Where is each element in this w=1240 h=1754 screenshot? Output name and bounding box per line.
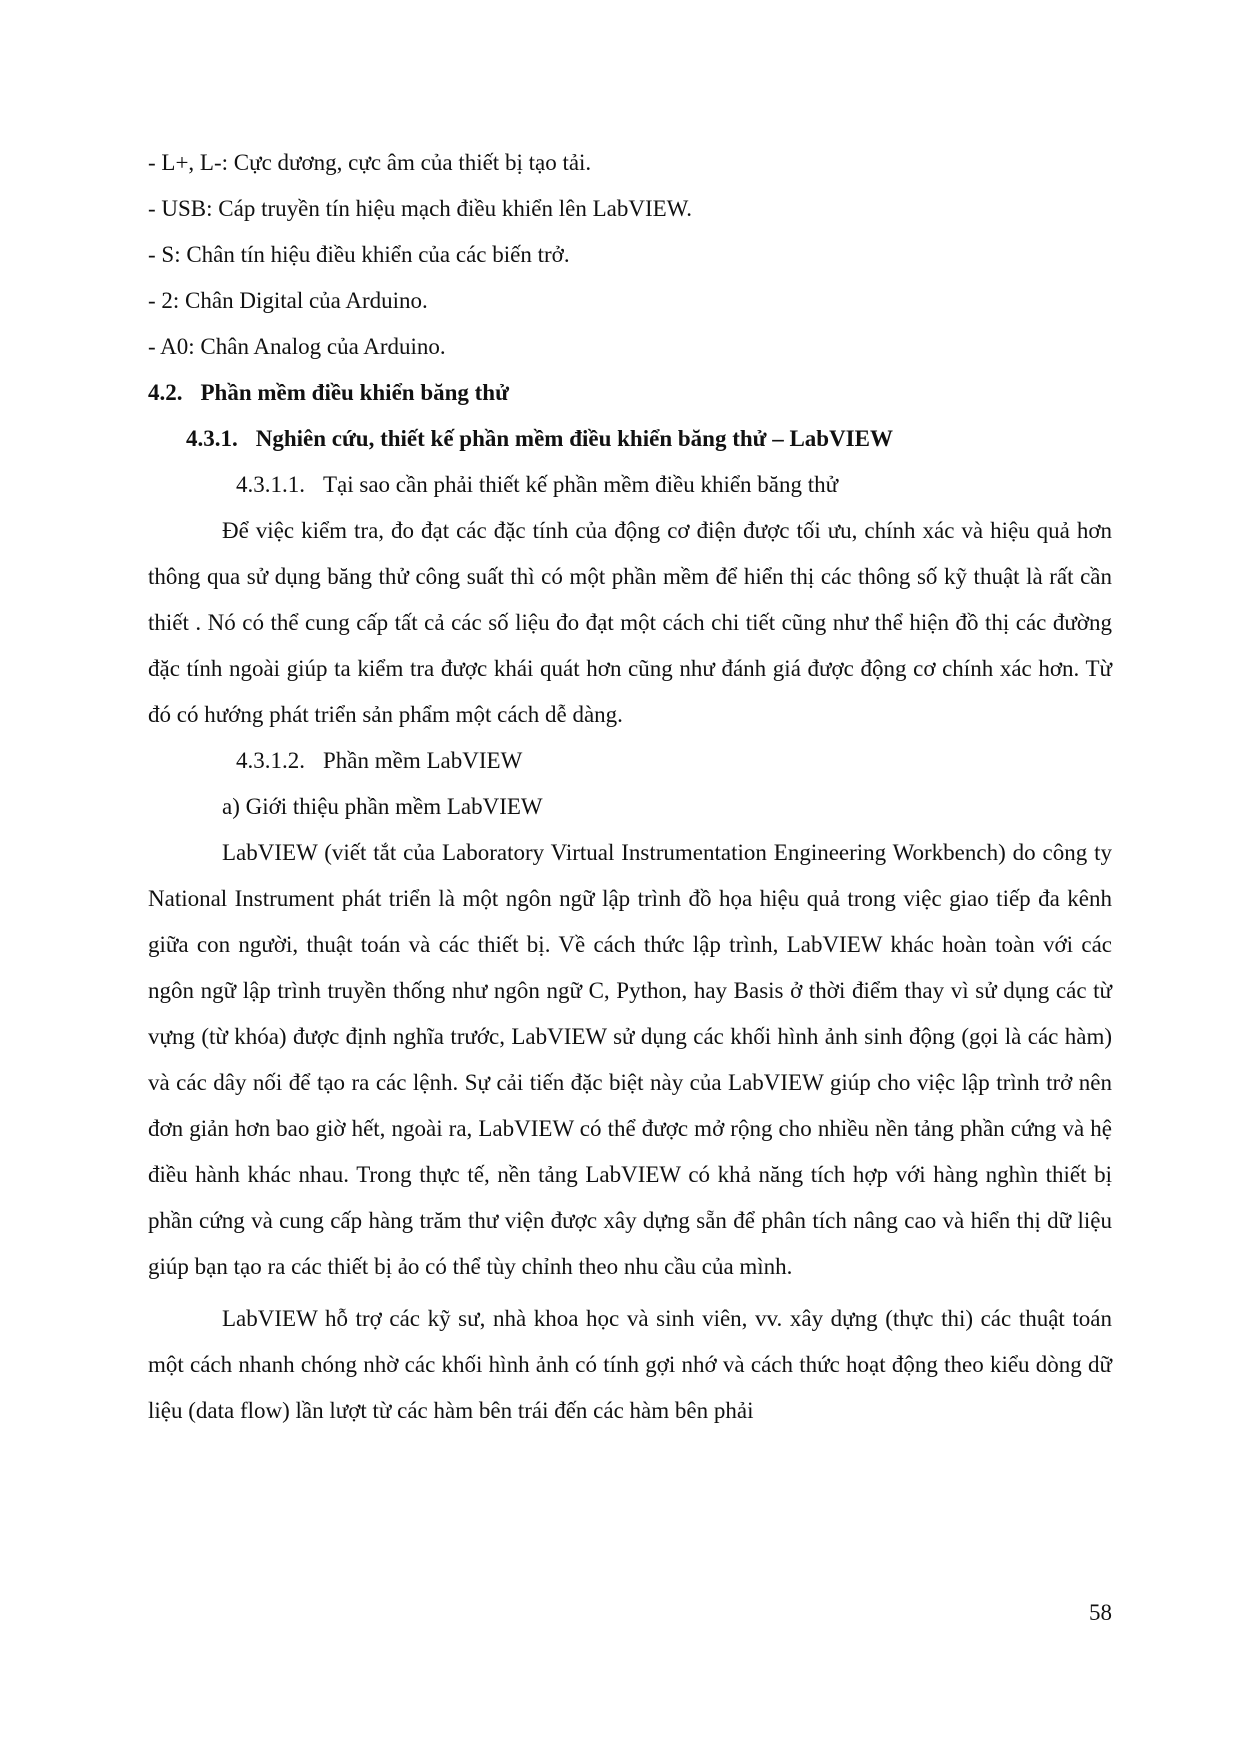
document-page (148, 140, 1112, 1434)
section-title: Phần mềm điều khiển băng thử (200, 380, 509, 405)
heading-4312 (148, 738, 1112, 784)
list-item: - 2: Chân Digital của Arduino. (148, 288, 428, 313)
page-number: 58 (1089, 1600, 1112, 1625)
paragraph-1: Để việc kiểm tra, đo đạt các đặc tính của động cơ điện được tối ưu, chính xác và hiệu quả hơn thông qua sử dụng băng thử công suất thì có một phần mềm để hiển thị các thông số kỹ thuật là rất cần thiết . Nó có thể cung cấp tất cả các số liệu đo đạt một cách chi tiết cũng như thể hiện đồ thị các đường đặc tính ngoài giúp ta kiểm tra được khái quát hơn cũng như đánh giá được động cơ chính xác hơn. Từ đó có hướng phát triển sản phẩm một cách dễ dàng. (148, 518, 1112, 727)
heading-4311-number: 4.3.1.1. (236, 472, 305, 497)
paragraph-2: LabVIEW (viết tắt của Laboratory Virtual Instrumentation Engineering Workbench) do công ty National Instrument phát triển là một ngôn ngữ lập trình đồ họa hiệu quả trong việc giao tiếp đa kênh giữa con người, thuật toán và các thiết bị. Về cách thức lập trình, LabVIEW khác hoàn toàn với các ngôn ngữ lập trình truyền thống như ngôn ngữ C, Python, hay Basis ở thời điểm thay vì sử dụng các từ vựng (từ khóa) được định nghĩa trước, LabVIEW sử dụng các khối hình ảnh sinh động (gọi là các hàm) và các dây nối để tạo ra các lệnh. Sự cải tiến đặc biệt này của LabVIEW giúp cho việc lập trình trở nên đơn giản hơn bao giờ hết, ngoài ra, LabVIEW có thể được mở rộng cho nhiều nền tảng phần cứng và hệ điều hành khác nhau. Trong thực tế, nền tảng LabVIEW có khả năng tích hợp với hàng nghìn thiết bị phần cứng và cung cấp hàng trăm thư viện được xây dựng sẵn để phân tích nâng cao và hiển thị dữ liệu giúp bạn tạo ra các thiết bị ảo có thể tùy chỉnh theo nhu cầu của mình. (148, 840, 1112, 1279)
subsection-heading (148, 416, 1112, 462)
subheading-a: a) Giới thiệu phần mềm LabVIEW (222, 794, 543, 819)
list-item: - A0: Chân Analog của Arduino. (148, 334, 446, 359)
heading-4312-title: Phần mềm LabVIEW (323, 748, 523, 773)
subsection-number: 4.3.1. (186, 426, 238, 451)
heading-4311 (148, 462, 1112, 508)
section-number: 4.2. (148, 380, 183, 405)
subsection-title: Nghiên cứu, thiết kế phần mềm điều khiển băng thử – LabVIEW (255, 426, 893, 451)
list-item: - S: Chân tín hiệu điều khiển của các biến trở. (148, 242, 570, 267)
heading-4311-title: Tại sao cần phải thiết kế phần mềm điều khiển băng thử (323, 472, 839, 497)
heading-4312-number: 4.3.1.2. (236, 748, 305, 773)
list-item: - L+, L-: Cực dương, cực âm của thiết bị tạo tải. (148, 150, 592, 175)
section-heading (148, 370, 1112, 416)
list-item: - USB: Cáp truyền tín hiệu mạch điều khiển lên LabVIEW. (148, 196, 693, 221)
paragraph-3: LabVIEW hỗ trợ các kỹ sư, nhà khoa học và sinh viên, vv. xây dựng (thực thi) các thuật toán một cách nhanh chóng nhờ các khối hình ảnh có tính gợi nhớ và cách thức hoạt động theo kiểu dòng dữ liệu (data flow) lần lượt từ các hàm bên trái đến các hàm bên phải (148, 1306, 1112, 1423)
